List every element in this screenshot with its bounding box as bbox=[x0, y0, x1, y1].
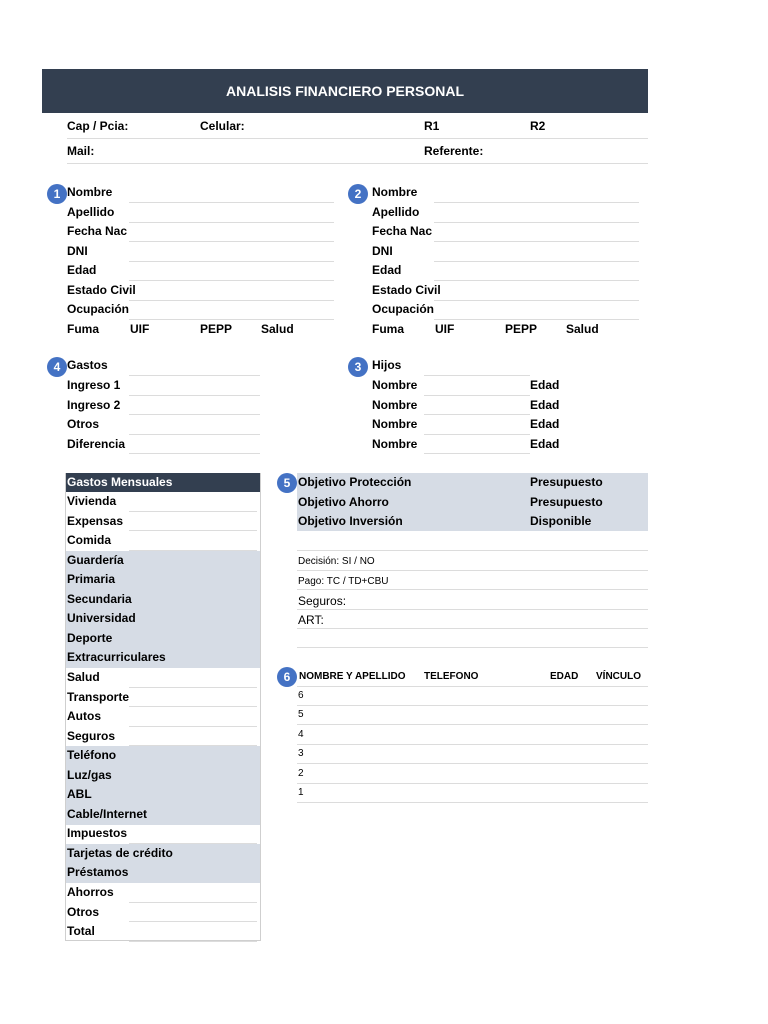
gastos-mensuales-label: Otros bbox=[67, 904, 100, 919]
tabla-header-telefono: TELEFONO bbox=[424, 671, 479, 682]
gastos-mensuales-label: Luz/gas bbox=[67, 767, 112, 782]
hijo-nombre-label: Nombre bbox=[372, 417, 418, 431]
gastos-mensuales-label: Cable/Internet bbox=[67, 806, 148, 821]
hijo-edad-label: Edad bbox=[530, 436, 560, 451]
gastos-mensuales-row bbox=[67, 531, 257, 551]
field-line bbox=[434, 222, 639, 223]
person-flag-pepp: PEPP bbox=[200, 321, 233, 336]
gastos-mensuales-label: Comida bbox=[67, 533, 112, 548]
tabla-row-number: 6 bbox=[298, 690, 304, 701]
gastos-mensuales-label: Teléfono bbox=[67, 748, 117, 763]
divider bbox=[297, 550, 648, 551]
gastos-mensuales-row bbox=[67, 922, 257, 942]
divider bbox=[297, 570, 648, 571]
tabla-row-number: 2 bbox=[298, 767, 304, 779]
gastos-mensuales-row bbox=[67, 688, 257, 708]
field-line bbox=[129, 222, 334, 223]
field-line bbox=[434, 241, 639, 242]
objetivo-label: Objetivo Inversión bbox=[298, 514, 403, 528]
r2-label: R2 bbox=[530, 119, 546, 133]
field-line bbox=[434, 300, 639, 301]
cap-pcia-label: Cap / Pcia: bbox=[67, 119, 129, 133]
field-line bbox=[129, 395, 260, 396]
celular-label: Celular: bbox=[200, 119, 245, 133]
tabla-row-number: 4 bbox=[298, 728, 304, 740]
section-badge-6: 6 bbox=[277, 667, 297, 687]
pago-text: Pago: TC / TD+CBU bbox=[298, 576, 389, 587]
gastos-mensuales-row bbox=[67, 707, 257, 727]
divider bbox=[67, 163, 648, 164]
decision-text: Decisión: SI / NO bbox=[298, 556, 375, 567]
hijo-nombre-label: Nombre bbox=[372, 436, 418, 451]
tabla-row-number: 5 bbox=[298, 709, 304, 721]
field-line bbox=[129, 300, 334, 301]
divider bbox=[297, 628, 648, 629]
person-field-label: Fecha Nac bbox=[372, 224, 433, 238]
referente-label: Referente: bbox=[424, 144, 484, 158]
person-field-label: Ocupación bbox=[67, 302, 130, 316]
section-badge-2: 2 bbox=[348, 184, 368, 204]
hijo-edad-label: Edad bbox=[530, 417, 560, 431]
gastos-mensuales-row bbox=[67, 668, 257, 688]
divider bbox=[297, 724, 648, 725]
field-line bbox=[424, 434, 530, 435]
gastos-row-label: Otros bbox=[67, 417, 100, 431]
gastos-mensuales-row bbox=[67, 727, 257, 747]
gastos-mensuales-row bbox=[67, 785, 257, 805]
tabla-row-number: 3 bbox=[298, 748, 304, 760]
gastos-mensuales-label: Deporte bbox=[67, 630, 113, 645]
gastos-mensuales-row bbox=[67, 648, 257, 668]
person-field-label: Edad bbox=[372, 263, 402, 277]
person-flag-pepp: PEPP bbox=[505, 321, 538, 336]
gastos-mensuales-row bbox=[67, 551, 257, 571]
gastos-mensuales-label: Guardería bbox=[67, 552, 124, 567]
gastos-mensuales-label: Extracurriculares bbox=[67, 650, 166, 665]
person-flag-uif: UIF bbox=[130, 321, 150, 336]
section-badge-5: 5 bbox=[277, 473, 297, 493]
divider bbox=[297, 705, 648, 706]
field-line bbox=[129, 453, 260, 454]
mail-label: Mail: bbox=[67, 144, 95, 158]
gastos-mensuales-label: Universidad bbox=[67, 611, 136, 626]
objetivo-right: Presupuesto bbox=[530, 475, 603, 489]
field-line bbox=[424, 414, 530, 415]
divider bbox=[67, 138, 648, 139]
objetivo-label: Objetivo Ahorro bbox=[298, 494, 389, 509]
gastos-mensuales-row bbox=[67, 746, 257, 766]
person-flag-salud: Salud bbox=[261, 321, 294, 336]
gastos-mensuales-label: Seguros bbox=[67, 728, 116, 743]
field-line bbox=[424, 453, 530, 454]
person-field-label: DNI bbox=[372, 243, 393, 258]
hijo-edad-label: Edad bbox=[530, 397, 560, 412]
hijo-edad-label: Edad bbox=[530, 378, 560, 392]
gastos-row-label: Diferencia bbox=[67, 436, 126, 451]
person-field-label: Ocupación bbox=[372, 302, 435, 316]
divider bbox=[297, 609, 648, 610]
person-field-label: DNI bbox=[67, 243, 88, 258]
gastos-mensuales-row bbox=[67, 883, 257, 903]
r1-label: R1 bbox=[424, 119, 440, 133]
gastos-mensuales-label: Ahorros bbox=[67, 885, 114, 899]
divider bbox=[297, 589, 648, 590]
gastos-mensuales-row bbox=[67, 863, 257, 883]
person-field-label: Fecha Nac bbox=[67, 224, 128, 238]
gastos-mensuales-label: Tarjetas de crédito bbox=[67, 845, 173, 860]
gastos-mensuales-row bbox=[67, 570, 257, 590]
person-field-label: Estado Civil bbox=[372, 282, 441, 297]
person-field-label: Nombre bbox=[372, 185, 418, 199]
tabla-header-nombre: NOMBRE Y APELLIDO bbox=[299, 671, 406, 682]
gastos-row-label: Ingreso 1 bbox=[67, 378, 121, 392]
person-flag-fuma: Fuma bbox=[67, 321, 100, 336]
tabla-row-number: 1 bbox=[298, 787, 304, 798]
gastos-mensuales-label: Vivienda bbox=[67, 494, 117, 508]
objetivo-label: Objetivo Protección bbox=[298, 475, 412, 489]
objetivo-right: Disponible bbox=[530, 514, 592, 528]
gastos-mensuales-label: ABL bbox=[67, 787, 92, 802]
person-field-label: Apellido bbox=[67, 204, 115, 219]
gastos-mensuales-row bbox=[67, 512, 257, 532]
objetivo-right: Presupuesto bbox=[530, 494, 603, 509]
tabla-header-vinculo: VÍNCULO bbox=[596, 671, 641, 682]
gastos-mensuales-label: Secundaria bbox=[67, 591, 132, 606]
field-line bbox=[129, 414, 260, 415]
person-field-label: Apellido bbox=[372, 204, 420, 219]
gastos-mensuales-row bbox=[67, 903, 257, 923]
field-line bbox=[434, 280, 639, 281]
person-flag-salud: Salud bbox=[566, 321, 599, 336]
hijo-nombre-label: Nombre bbox=[372, 378, 418, 392]
field-line bbox=[129, 941, 257, 942]
gastos-row-label: Ingreso 2 bbox=[67, 397, 121, 412]
person-flag-uif: UIF bbox=[435, 321, 455, 336]
field-line bbox=[434, 261, 639, 262]
gastos-mensuales-label: Total bbox=[67, 924, 95, 939]
field-line bbox=[129, 434, 260, 435]
gastos-mensuales-row bbox=[67, 844, 257, 864]
divider bbox=[297, 783, 648, 784]
section-badge-4: 4 bbox=[47, 357, 67, 377]
art-text: ART: bbox=[298, 613, 324, 627]
field-line bbox=[424, 395, 530, 396]
gastos-mensuales-row bbox=[67, 805, 257, 825]
gastos-mensuales-row bbox=[67, 629, 257, 649]
field-line bbox=[424, 375, 530, 376]
person-field-label: Edad bbox=[67, 263, 97, 277]
field-line bbox=[129, 280, 334, 281]
section-badge-3: 3 bbox=[348, 357, 368, 377]
page-title: ANALISIS FINANCIERO PERSONAL bbox=[42, 69, 648, 113]
gastos-mensuales-row bbox=[67, 824, 257, 844]
section-badge-1: 1 bbox=[47, 184, 67, 204]
hijo-nombre-label: Nombre bbox=[372, 397, 418, 412]
tabla-header-edad: EDAD bbox=[550, 671, 579, 682]
person-field-label: Estado Civil bbox=[67, 282, 136, 297]
gastos-mensuales-header: Gastos Mensuales bbox=[67, 475, 173, 489]
gastos-mensuales-label: Autos bbox=[67, 709, 101, 724]
gastos-mensuales-label: Transporte bbox=[67, 689, 130, 704]
divider bbox=[297, 802, 648, 803]
hijos-title: Hijos bbox=[372, 358, 402, 372]
gastos-mensuales-row bbox=[67, 590, 257, 610]
field-line bbox=[129, 202, 334, 203]
gastos-mensuales-label: Primaria bbox=[67, 572, 116, 587]
gastos-mensuales-label: Expensas bbox=[67, 513, 124, 528]
gastos-mensuales-row bbox=[67, 766, 257, 786]
gastos-mensuales-row bbox=[67, 609, 257, 629]
field-line bbox=[129, 375, 260, 376]
field-line bbox=[129, 241, 334, 242]
divider bbox=[297, 686, 648, 687]
person-field-label: Nombre bbox=[67, 185, 113, 199]
gastos-mensuales-label: Impuestos bbox=[67, 826, 128, 841]
field-line bbox=[129, 261, 334, 262]
gastos-title: Gastos bbox=[67, 358, 108, 372]
gastos-mensuales-label: Préstamos bbox=[67, 865, 129, 880]
gastos-mensuales-label: Salud bbox=[67, 669, 100, 684]
field-line bbox=[434, 202, 639, 203]
person-flag-fuma: Fuma bbox=[372, 321, 405, 336]
divider bbox=[297, 744, 648, 745]
divider bbox=[297, 763, 648, 764]
seguros-text: Seguros: bbox=[298, 594, 347, 608]
gastos-mensuales-row bbox=[67, 492, 257, 512]
divider bbox=[297, 647, 648, 648]
